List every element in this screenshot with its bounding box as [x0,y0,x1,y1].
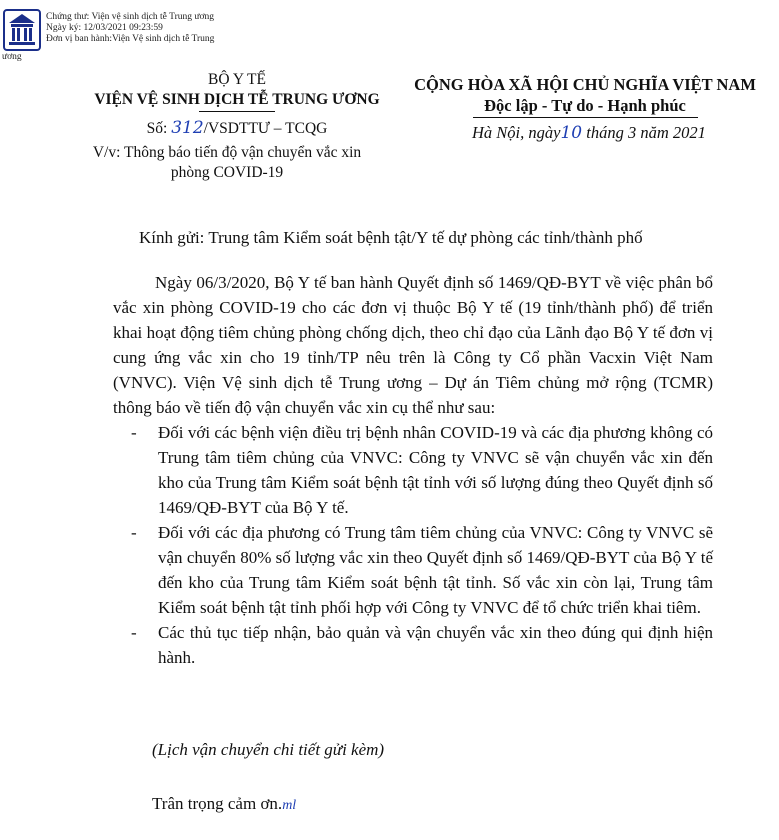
closing-line [152,794,296,814]
bullet-text: Các thủ tục tiếp nhận, bảo quản và vận chuyển vắc xin theo đúng qui định hiện hành. [158,623,713,667]
document-number-prefix: Số: [146,120,172,137]
subject-line-2: phòng COVID-19 [170,164,284,181]
closing-text: Trân trọng cảm ơn. [152,794,283,813]
bullet-dash: - [131,523,137,542]
national-header [395,74,775,118]
date-prefix: Hà Nội, ngày [472,123,561,142]
document-date [472,123,706,143]
header-left-rule [199,111,275,112]
date-suffix: tháng 3 năm 2021 [582,123,706,142]
attachment-note: (Lịch vận chuyển chi tiết gửi kèm) [152,740,385,759]
national-motto: Độc lập - Tự do - Hạnh phúc [484,96,686,115]
institute-logo [3,9,41,51]
document-number-suffix: /VSDTTƯ – TCQG [203,120,328,137]
subject-line-1: V/v: Thông báo tiến độ vận chuyển vắc xin [92,144,362,161]
nation-name: CỘNG HÒA XÃ HỘI CHỦ NGHĨA VIỆT NAM [414,75,756,94]
document-subject [92,143,362,183]
signature-date: Ngày ký: 12/03/2021 09:23:59 [46,23,163,33]
list-item [113,520,713,620]
signature-issuer: Đơn vị ban hành:Viện Vệ sinh dịch tễ Trung [46,34,215,44]
list-item [113,620,713,670]
letter-body [113,270,713,670]
document-number [72,118,402,139]
signature-issuer-wrap: ương [2,52,22,62]
issuing-agency-header [72,70,402,139]
bullet-text: Đối với các địa phương có Trung tâm tiêm chủng của VNVC: Công ty VNVC sẽ vận chuyển 80% số lượng vắc xin theo Quyết định số 1469/QĐ-BYT của Bộ Y tế đến kho của Trung tâm Kiểm soát bệnh tật tỉnh. Số vắc xin còn lại, Trung tâm Kiểm soát bệnh tật tỉnh phối hợp với Công ty VNVC để tổ chức triển khai tiêm. [158,523,713,617]
bullet-dash: - [131,623,137,642]
date-day-handwritten: 10 [560,123,583,143]
header-right-rule [473,117,698,118]
list-item [113,420,713,520]
bullet-dash: - [131,423,137,442]
institute-name: VIỆN VỆ SINH DỊCH TỄ TRUNG ƯƠNG [94,91,380,108]
signature-certificate: Chứng thư: Viện vệ sinh dịch tễ Trung ương [46,12,215,22]
handwritten-initial: ml [282,798,297,813]
digital-signature-info [46,12,214,45]
recipient-line: Kính gửi: Trung tâm Kiểm soát bệnh tật/Y tế dự phòng các tỉnh/thành phố [139,228,643,247]
bullet-text: Đối với các bệnh viện điều trị bệnh nhân COVID-19 và các địa phương không có Trung tâm tiêm chủng của VNVC: Công ty VNVC sẽ vận chuyển vắc xin đến kho của Trung tâm Kiểm soát bệnh tật tỉnh với số lượng đúng theo Quyết định số 1469/QĐ-BYT của Bộ Y tế. [158,423,713,517]
intro-paragraph: Ngày 06/3/2020, Bộ Y tế ban hành Quyết định số 1469/QĐ-BYT về việc phân bổ vắc xin phòng COVID-19 cho các đơn vị thuộc Bộ Y tế (19 tỉnh/thành phố) để triển khai hoạt động tiêm chủng phòng chống dịch, theo chỉ đạo của Lãnh đạo Bộ Y tế đơn vị cung ứng vắc xin cho 19 tỉnh/TP nêu trên là Công ty Cổ phần Vacxin Việt Nam (VNVC). Viện Vệ sinh dịch tễ Trung ương – Dự án Tiêm chủng mở rộng (TCMR) thông báo về tiến độ vận chuyển vắc xin cụ thể như sau: [113,273,713,417]
ministry-name: BỘ Y TẾ [208,71,266,88]
document-number-handwritten: 312 [171,118,204,138]
